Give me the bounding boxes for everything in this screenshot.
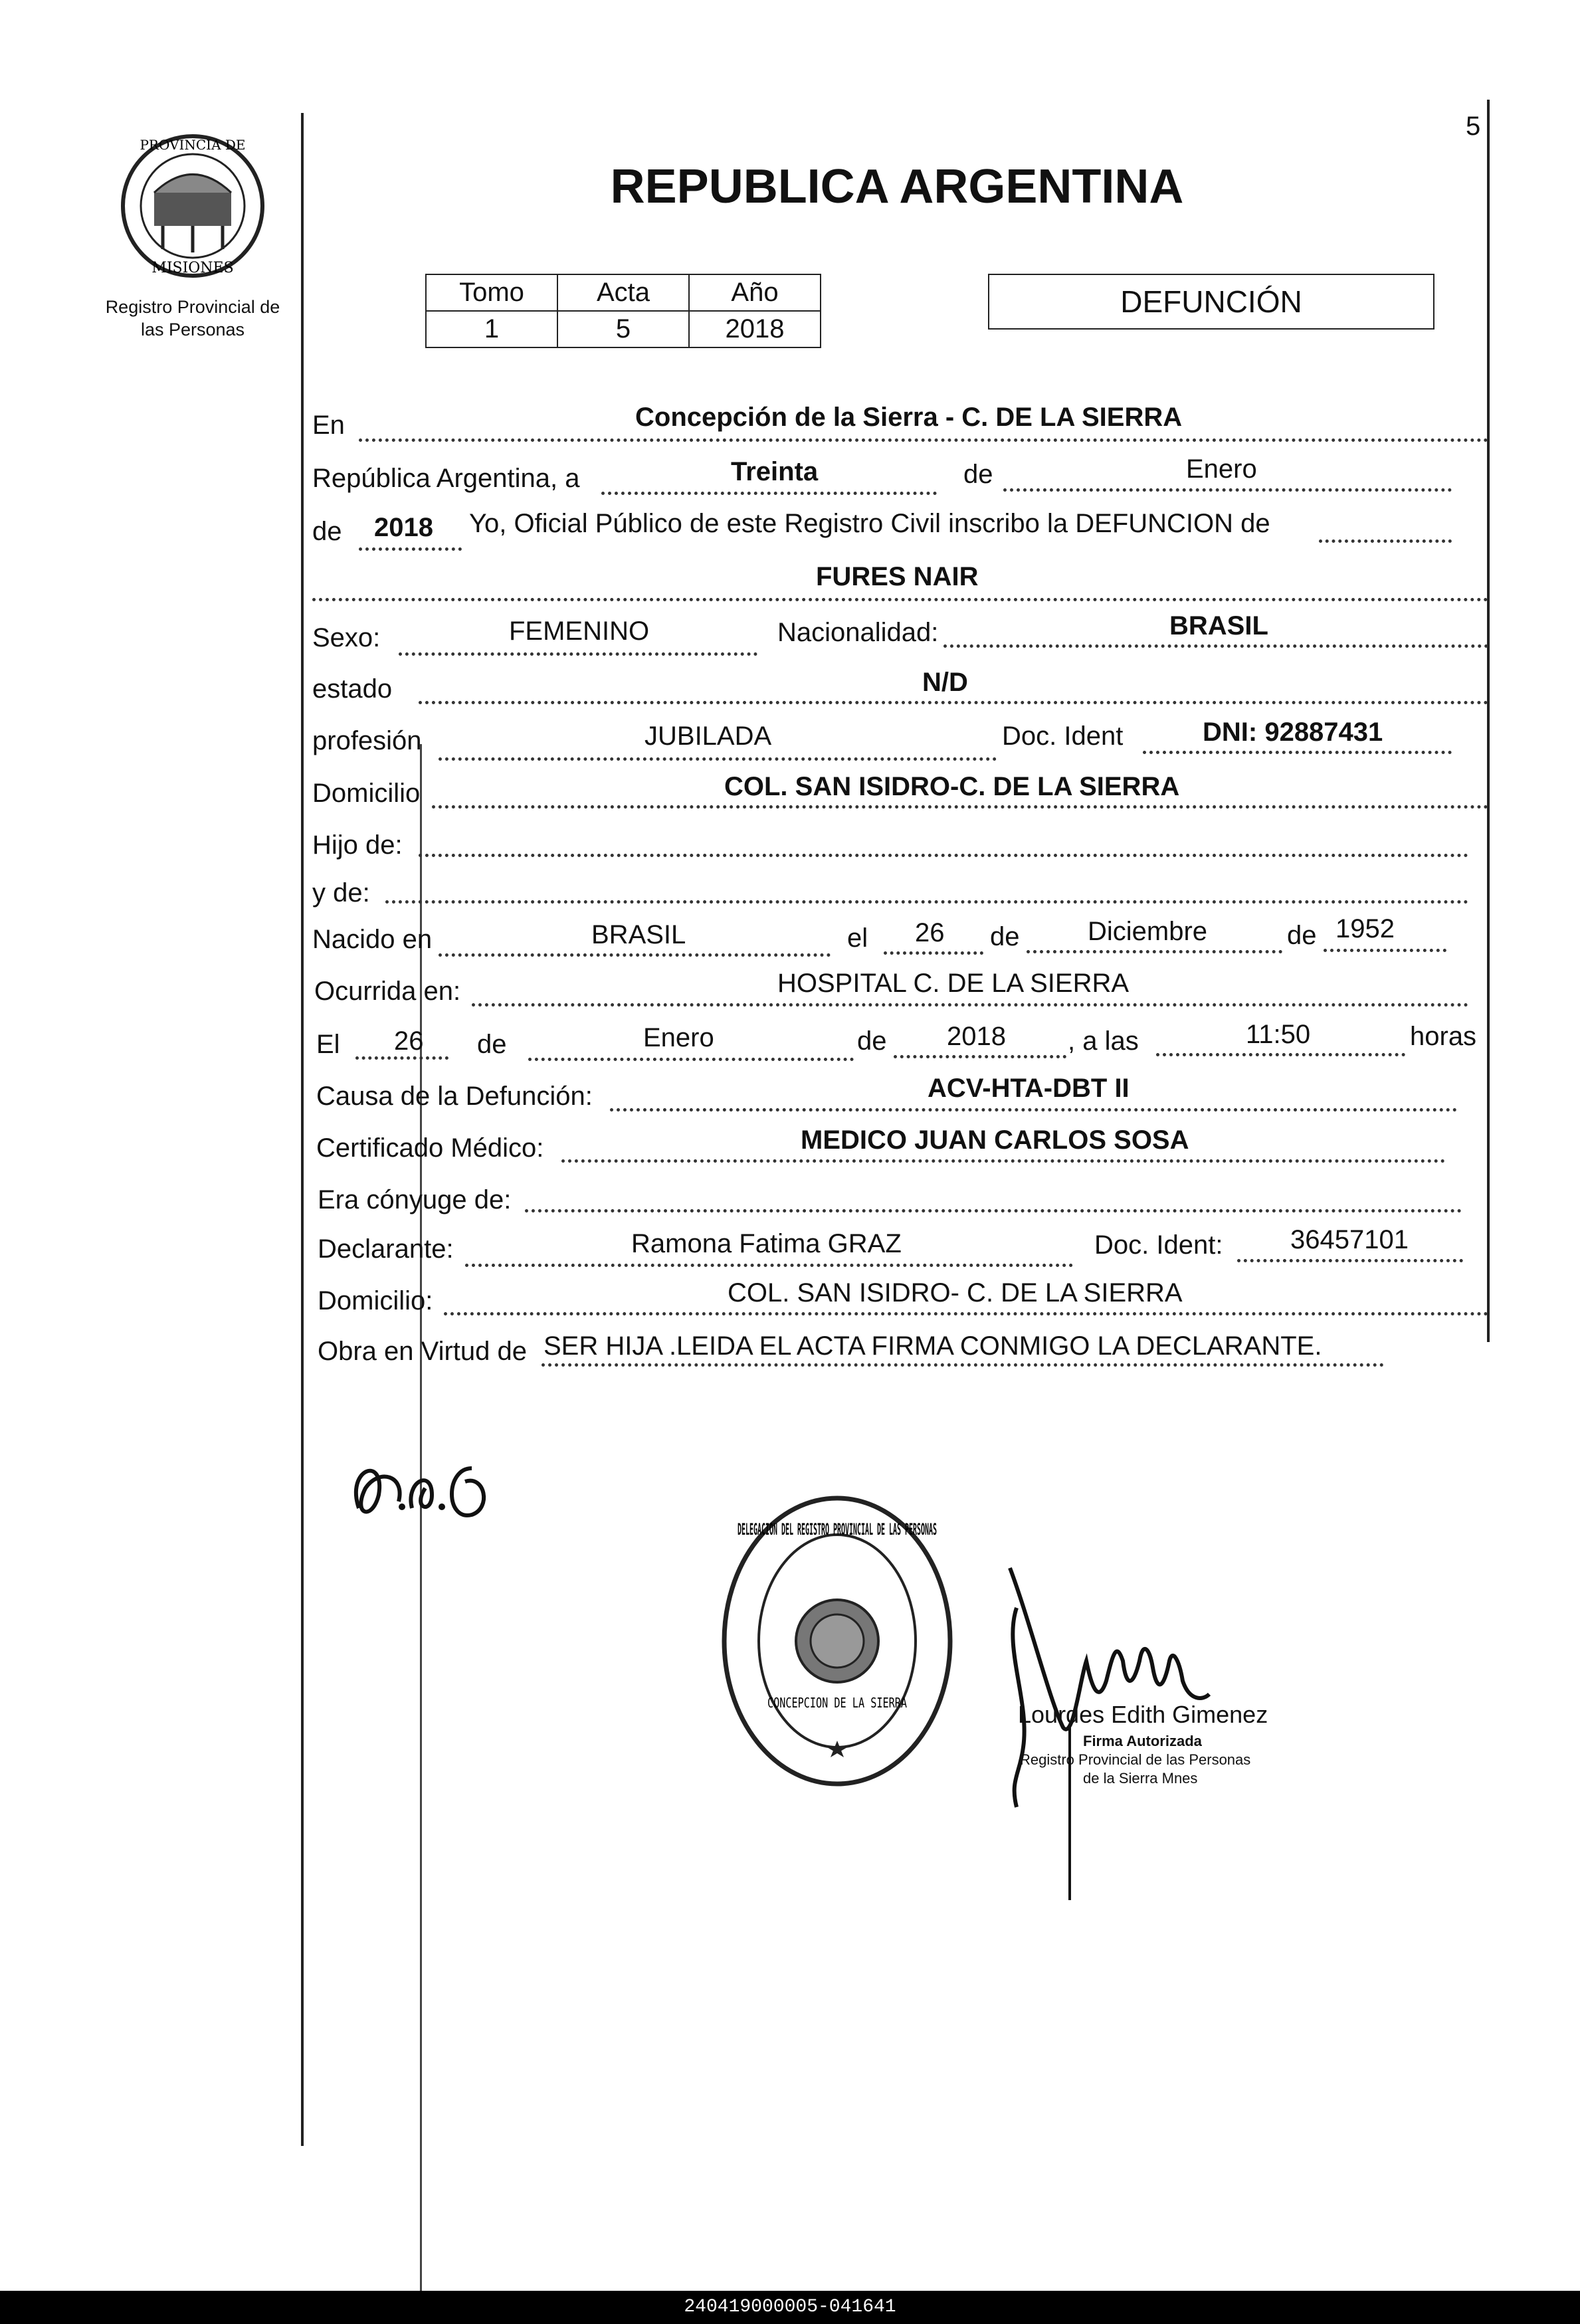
hour-underline (1156, 1053, 1405, 1056)
birth-day-value: 26 (915, 918, 945, 947)
estado-label: estado (312, 674, 393, 704)
death-month-value: Enero (643, 1023, 714, 1052)
certificado-label: Certificado Médico: (316, 1133, 544, 1163)
initials-mark (332, 1428, 505, 1535)
declarante-label: Declarante: (318, 1234, 454, 1264)
el-label: el (847, 923, 868, 953)
hijo-de-underline (419, 854, 1468, 857)
table-header-acta: Acta (557, 274, 689, 311)
doc-ident-underline (1143, 751, 1452, 754)
signature-name: Lourdes Edith Gimenez (1018, 1701, 1268, 1728)
nacionalidad-value: BRASIL (1169, 611, 1268, 640)
signature-line3: de la Sierra Mnes (1083, 1770, 1198, 1787)
deceased-name: FURES NAIR (816, 562, 979, 591)
registry-caption (86, 296, 299, 341)
el2-label: El (316, 1030, 340, 1059)
death-day-underline (355, 1056, 448, 1060)
domicilio-value: COL. SAN ISIDRO-C. DE LA SIERRA (724, 772, 1180, 801)
domicilio2-label: Domicilio: (318, 1286, 433, 1315)
document-type-box: DEFUNCIÓN (988, 274, 1434, 330)
doc-ident2-value: 36457101 (1290, 1225, 1409, 1254)
registry-table (425, 274, 821, 348)
y-de-label: y de: (312, 878, 370, 908)
hijo-de-label: Hijo de: (312, 830, 403, 860)
table-value-anio: 2018 (689, 311, 821, 347)
profesion-underline (439, 757, 997, 761)
profesion-value: JUBILADA (644, 722, 772, 751)
certificado-value: MEDICO JUAN CARLOS SOSA (801, 1125, 1189, 1155)
de-label-2: de (312, 517, 342, 546)
page-title: REPUBLICA ARGENTINA (610, 160, 1184, 213)
sexo-underline (399, 652, 757, 656)
logo-ring-text-bottom: MISIONES (151, 260, 234, 276)
causa-value: ACV-HTA-DBT II (928, 1074, 1130, 1103)
official-seal (714, 1488, 960, 1807)
doc-ident-value: DNI: 92887431 (1203, 718, 1383, 747)
horas-label: horas (1410, 1022, 1477, 1051)
estado-value: N/D (922, 668, 968, 697)
sexo-label: Sexo: (312, 623, 381, 652)
obra-label: Obra en Virtud de (318, 1337, 528, 1366)
de-label-6: de (857, 1026, 887, 1056)
y-de-underline (385, 900, 1468, 904)
nacido-underline (439, 953, 831, 957)
seal-inner-text: CONCEPCION DE LA SIERRA (767, 1695, 907, 1711)
year-value: 2018 (374, 513, 433, 542)
nacionalidad-underline (943, 644, 1488, 648)
table-value-tomo: 1 (426, 311, 557, 347)
estado-underline (419, 701, 1488, 704)
en-label: En (312, 411, 345, 440)
nacido-label: Nacido en (312, 925, 433, 954)
statement-underline (1319, 539, 1452, 543)
birth-place-value: BRASIL (591, 920, 686, 949)
birth-month-value: Diciembre (1088, 917, 1208, 946)
domicilio-label: Domicilio (312, 779, 421, 808)
republica-label: República Argentina, a (312, 464, 580, 493)
profesion-label: profesión (312, 726, 422, 755)
birth-year-value: 1952 (1335, 914, 1395, 943)
registry-caption-line1: Registro Provincial de (105, 297, 280, 317)
doc-ident-label: Doc. Ident (1002, 722, 1124, 751)
nacionalidad-label: Nacionalidad: (777, 618, 939, 647)
table-value-acta: 5 (557, 311, 689, 347)
birth-month-underline (1027, 950, 1282, 953)
de-label-3: de (990, 922, 1020, 951)
doc-ident2-label: Doc. Ident: (1094, 1230, 1223, 1260)
table-header-tomo: Tomo (426, 274, 557, 311)
obra-value: SER HIJA .LEIDA EL ACTA FIRMA CONMIGO LA DECLARANTE. (543, 1331, 1322, 1361)
en-underline (359, 438, 1488, 442)
left-margin-line (301, 113, 304, 2146)
right-margin-line (1487, 100, 1490, 1342)
doc-ident2-underline (1237, 1259, 1463, 1262)
de-label-1: de (963, 460, 993, 489)
document-barcode-footer: 240419000005-041641 (0, 2291, 1580, 2324)
year-underline (359, 547, 462, 551)
death-day-value: 26 (394, 1026, 424, 1056)
de-label-5: de (477, 1030, 507, 1059)
declarante-value: Ramona Fatima GRAZ (631, 1229, 902, 1258)
table-header-anio: Año (689, 274, 821, 311)
declarante-underline (465, 1264, 1073, 1267)
month-underline (1003, 488, 1452, 492)
obra-underline (542, 1363, 1384, 1367)
signature-line2: Registro Provincial de las Personas (1020, 1751, 1251, 1768)
day-text-value: Treinta (731, 457, 819, 486)
seal-outer-text: DELEGACION DEL REGISTRO PROVINCIAL DE LAS PERSONAS (738, 1520, 937, 1539)
ocurrida-underline (472, 1003, 1468, 1007)
day-underline (601, 492, 937, 495)
de-label-4: de (1287, 921, 1317, 950)
death-year-underline (894, 1055, 1066, 1058)
domicilio2-value: COL. SAN ISIDRO- C. DE LA SIERRA (728, 1278, 1183, 1307)
registry-caption-line2: las Personas (140, 320, 245, 339)
hour-value: 11:50 (1246, 1020, 1311, 1049)
conyuge-underline (525, 1209, 1462, 1212)
logo-ring-text-top: PROVINCIA DE (140, 137, 246, 153)
birth-day-underline (884, 951, 983, 955)
certificado-underline (561, 1159, 1445, 1163)
birth-year-underline (1324, 949, 1446, 952)
conyuge-label: Era cónyuge de: (318, 1185, 512, 1214)
month-value: Enero (1186, 454, 1257, 484)
misiones-coat-of-arms-logo (113, 130, 272, 282)
causa-underline (610, 1108, 1457, 1112)
domicilio-underline (432, 805, 1488, 809)
page-number: 5 (1466, 112, 1481, 141)
domicilio2-underline (444, 1312, 1488, 1315)
causa-label: Causa de la Defunción: (316, 1082, 593, 1111)
ocurrida-value: HOSPITAL C. DE LA SIERRA (777, 969, 1130, 998)
sexo-value: FEMENINO (509, 617, 650, 646)
a-las-label: , a las (1068, 1026, 1139, 1056)
death-month-underline (528, 1058, 854, 1061)
death-year-value: 2018 (947, 1022, 1006, 1051)
oficial-statement: Yo, Oficial Público de este Registro Civil inscribo la DEFUNCION de (469, 509, 1270, 538)
place-value: Concepción de la Sierra - C. DE LA SIERRA (635, 403, 1183, 432)
ocurrida-label: Ocurrida en: (314, 977, 461, 1006)
signature-line1: Firma Autorizada (1083, 1733, 1202, 1749)
name-underline (312, 598, 1488, 601)
